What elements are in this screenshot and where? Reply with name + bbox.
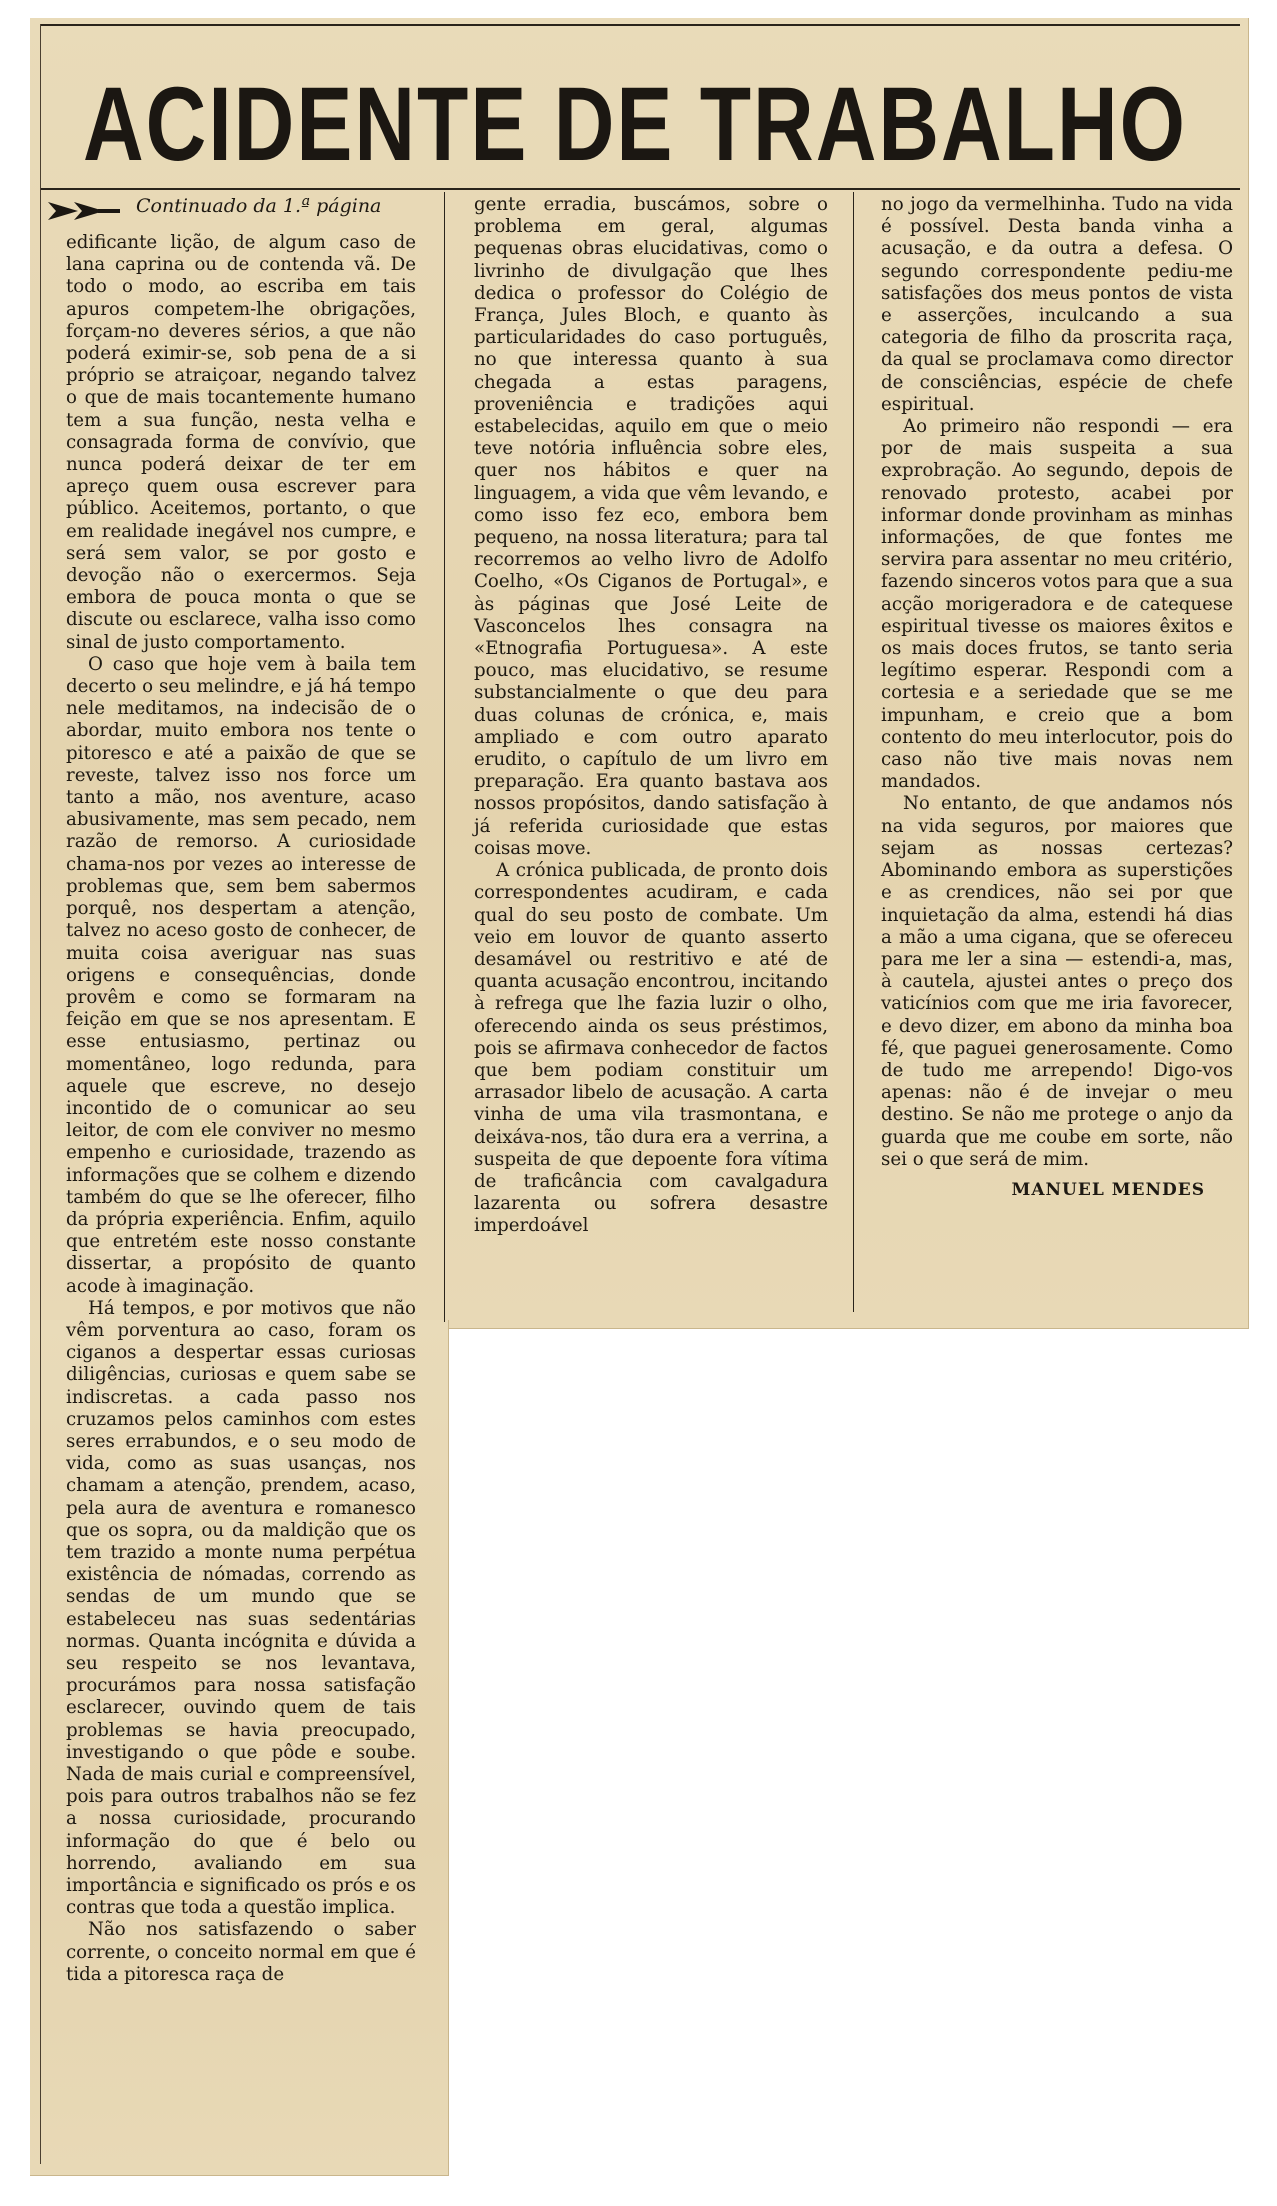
paragraph: Há tempos, e por motivos que não vêm porventura ao caso, foram os ciganos a despertar essas curiosas diligências, curiosas e quem sabe se indiscretas. a cada passo nos cruzamos pelos caminhos com estes seres errabundos, e o seu modo de vida, como as suas usanças, nos chamam a atenção, prendem, acaso, pela aura de aventura e romanesco que os sopra, ou da maldição que os tem trazido a monte numa perpétua existência de nómadas, correndo as sendas de um mundo que se estabeleceu nas suas sedentárias normas. Quanta incógnita e dúvida a seu respeito se nos levantava, procurámos para nossa satisfação esclarecer, ouvindo quem de tais problemas se havia preocupado, investigando o que pôde e soube. Nada de mais curial e compreensível, pois para outros trabalhos não se fez a nossa curiosidade, procurando informação do que é belo ou horrendo, avaliando em sua importância e significado os prós e os contras que toda a questão implica. [66, 1297, 416, 1919]
paragraph: Não nos satisfazendo o saber corrente, o conceito normal em que é tida a pitoresca raça de [66, 1919, 416, 1985]
paragraph: no jogo da vermelhinha. Tudo na vida é possível. Desta banda vinha a acusação, e da outra a defesa. O segundo correspondente pediu-me satisfações dos meus pontos de vista e asserções, inculcando a sua categoria de filho da proscrita raça, da qual se proclamava como director de consciências, espécie de chefe espiritual. [881, 194, 1233, 415]
column-2 [474, 194, 828, 1238]
top-rule [40, 24, 1240, 26]
column-3 [881, 194, 1233, 1201]
paragraph: edificante lição, de algum caso de lana caprina ou de contenda vã. De todo o modo, ao escriba em tais apuros competem-lhe obrigações, forçam-no deveres sérios, a que não poderá eximir-se, sob pena de a si próprio se atraiçoar, negando talvez o que de mais tocantemente humano tem a sua função, nesta velha e consagrada forma de convívio, que nunca poderá deixar de ter em apreço quem ousa escrever para público. Aceitemos, portanto, o que em realidade inegável nos cumpre, e será sem valor, se por gosto e devoção não o exercermos. Seja embora de pouca monta o que se discute ou esclarece, valha isso como sinal de justo comportamento. [66, 232, 416, 653]
paragraph: No entanto, de que andamos nós na vida seguros, por maiores que sejam as nossas certezas? Abominando embora as superstições e as crendices, não sei por que inquietação da alma, estendi há dias a mão a uma cigana, que se ofereceu para me ler a sina — estendi-a, mas, à cautela, ajustei antes o preço dos vaticínios com que me iria favorecer, e devo dizer, em abono da minha boa fé, que paguei generosamente. Como de tudo me arrependo! Digo-vos apenas: não é de invejar o meu destino. Se não me protege o anjo da guarda que me coube em sorte, não sei o que será de mim. [881, 793, 1233, 1170]
headline: ACIDENTE DE TRABALHO [83, 65, 1187, 183]
author-signature: MANUEL MENDES [1011, 1179, 1205, 1200]
column-rule-left [444, 192, 445, 1322]
paragraph: A crónica publicada, de pronto dois correspondentes acudiram, e cada qual do seu posto de combate. Um veio em louvor de quanto asserto desamável ou restritivo e até de quanta acusação encontrou, incitando à refrega que lhe fazia luzir o olho, oferecendo ainda os seus préstimos, pois se afirmava conhecedor de factos que bem podiam constituir um arrasador libelo de acusação. A carta vinha de uma vila trasmontana, e deixáva-nos, tão dura era a verrina, a suspeita de que depoente fora vítima de traficância com cavalgadura lazarenta ou sofrera desastre imperdoável [474, 860, 828, 1237]
continued-label: Continuado da 1.ª página [136, 195, 382, 217]
paragraph: O caso que hoje vem à baila tem decerto o seu melindre, e já há tempo nele meditamos, na indecisão de o abordar, muito embora nos tente o pitoresco e até a paixão de que se reveste, talvez isso nos force um tanto a mão, nos aventure, acaso abusivamente, mas sem pecado, nem razão de remorso. A curiosidade chama-nos por vezes ao interesse de problemas que, sem bem sabermos porquê, nos despertam a atenção, talvez no aceso gosto de conhecer, de muita coisa averiguar nas suas origens e consequências, donde provêm e como se formaram na feição em que se nos apresentam. E esse entusiasmo, pertinaz ou momentâneo, logo redunda, para aquele que escreve, no desejo incontido de o comunicar ao seu leitor, de com ele conviver no mesmo empenho e curiosidade, trazendo as informações que se colhem e dizendo também do que se lhe oferecer, filho da própria experiência. Enfim, aquilo que entretém este nosso constante dissertar, a propósito de quanto acode à imaginação. [66, 653, 416, 1297]
paragraph: gente erradia, buscámos, sobre o problema em geral, algumas pequenas obras elucidativas, como o livrinho de divulgação que lhes dedica o professor do Colégio de França, Jules Bloch, e quanto às particularidades do caso português, no que interessa quanto à sua chegada a estas paragens, proveniência e tradições aqui estabelecidas, aquilo em que o meio teve notória influência sobre eles, quer nos hábitos e quer na linguagem, a vida que vêm levando, e como isso fez eco, embora bem pequeno, na nossa literatura; para tal recorremos ao velho livro de Adolfo Coelho, «Os Ciganos de Portugal», e às páginas que José Leite de Vasconcelos lhes consagra na «Etnografia Portuguesa». A este pouco, mas elucidativo, se resume substancialmente o que deu para duas colunas de crónica, e, mais ampliado e com outro aparato erudito, o capítulo de um livro em preparação. Era quanto bastava aos nossos propósitos, dando satisfação à já referida curiosidade que estas coisas move. [474, 194, 828, 859]
arrow-icon [48, 198, 124, 224]
column-1 [66, 195, 416, 1986]
paragraph: Ao primeiro não respondi — era por de mais suspeita a sua exprobração. Ao segundo, depois de renovado protesto, acabei por informar donde provinham as minhas informações, de que fontes me servira para assentar no meu critério, fazendo sinceros votos para que a sua acção morigeradora e de catequese espiritual tivesse os maiores êxitos e os mais doces frutos, se tanto seria legítimo esperar. Respondi com a cortesia e a seriedade que se me impunham, e creio que a bom contento do meu interlocutor, pois do caso não tive mais novas nem mandados. [881, 416, 1233, 793]
column-rule-right [853, 192, 854, 1312]
frame-left [40, 24, 41, 2164]
